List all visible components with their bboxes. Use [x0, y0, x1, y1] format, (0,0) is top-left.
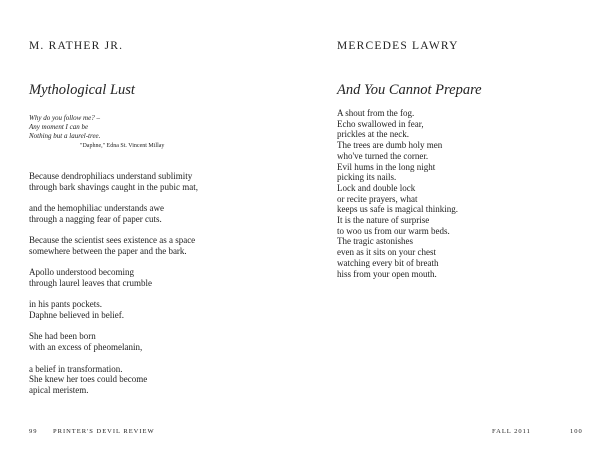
poem-line: through laurel leaves that crumble	[29, 277, 152, 288]
poem-line: with an excess of pheomelanin,	[29, 342, 143, 353]
poem-title: And You Cannot Prepare	[337, 82, 482, 98]
stanza-break	[29, 257, 198, 268]
right-page	[300, 0, 600, 450]
poem-line: watching every bit of breath	[337, 257, 439, 268]
issue-label: FALL 2011	[492, 428, 531, 435]
epigraph	[29, 114, 100, 141]
poem-line: The tragic astonishes	[337, 236, 413, 247]
stanza-break	[29, 225, 198, 236]
poem-body	[337, 108, 458, 279]
stanza-break	[29, 289, 198, 300]
epigraph-line: Any moment I can be	[29, 123, 89, 131]
poem-line: through bark shavings caught in the pubic mat,	[29, 181, 198, 192]
poem-line: who've turned the corner.	[337, 150, 429, 161]
poem-line: and the hemophiliac understands awe	[29, 203, 164, 214]
poem-line: Evil hums in the long night	[337, 161, 436, 172]
stanza-break	[29, 321, 198, 332]
epigraph-line: Why do you follow me? –	[29, 114, 100, 122]
poem-line: It is the nature of surprise	[337, 215, 430, 226]
poem-line: Because dendrophiliacs understand sublimity	[29, 171, 193, 181]
stanza-break	[29, 353, 198, 364]
poem-body	[29, 171, 198, 396]
poem-line: a belief in transformation.	[29, 363, 123, 374]
epigraph-line: Nothing but a laurel-tree.	[29, 132, 101, 140]
poem-line: hiss from your open mouth.	[337, 268, 437, 279]
page-number: 100	[570, 428, 583, 435]
poem-line: Because the scientist sees existence as a space	[29, 235, 196, 246]
epigraph-attribution: "Daphne," Edna St. Vincent Millay	[80, 143, 165, 149]
poem-line: to woo us from our warm beds.	[337, 225, 450, 236]
poem-line: somewhere between the paper and the bark.	[29, 245, 187, 256]
poem-line: The trees are dumb holy men	[337, 140, 443, 151]
poem-line: apical meristem.	[29, 384, 89, 395]
poem-line: Apollo understood becoming	[29, 267, 134, 278]
poem-line: Daphne believed in belief.	[29, 310, 124, 321]
poem-line: A shout from the fog.	[337, 108, 415, 118]
poem-line: in his pants pockets.	[29, 299, 102, 310]
poem-line: or recite prayers, what	[337, 193, 418, 204]
page-number: 99	[29, 428, 38, 435]
poem-line: She had been born	[29, 331, 96, 342]
journal-name: PRINTER'S DEVIL REVIEW	[53, 428, 155, 435]
poem-line: Lock and double lock	[337, 182, 416, 193]
poem-line: She knew her toes could become	[29, 374, 148, 385]
poem-title: Mythological Lust	[29, 82, 135, 98]
poem-line: prickles at the neck.	[337, 129, 409, 140]
author-name: M. RATHER JR.	[29, 40, 124, 52]
author-name: MERCEDES LAWRY	[337, 40, 459, 52]
poem-line: picking its nails.	[337, 172, 397, 183]
poem-line: through a nagging fear of paper cuts.	[29, 213, 162, 224]
poem-line: keeps us safe is magical thinking.	[337, 204, 458, 215]
poem-line: Echo swallowed in fear,	[337, 118, 424, 129]
stanza-break	[29, 192, 198, 203]
poem-line: even as it sits on your chest	[337, 247, 436, 258]
